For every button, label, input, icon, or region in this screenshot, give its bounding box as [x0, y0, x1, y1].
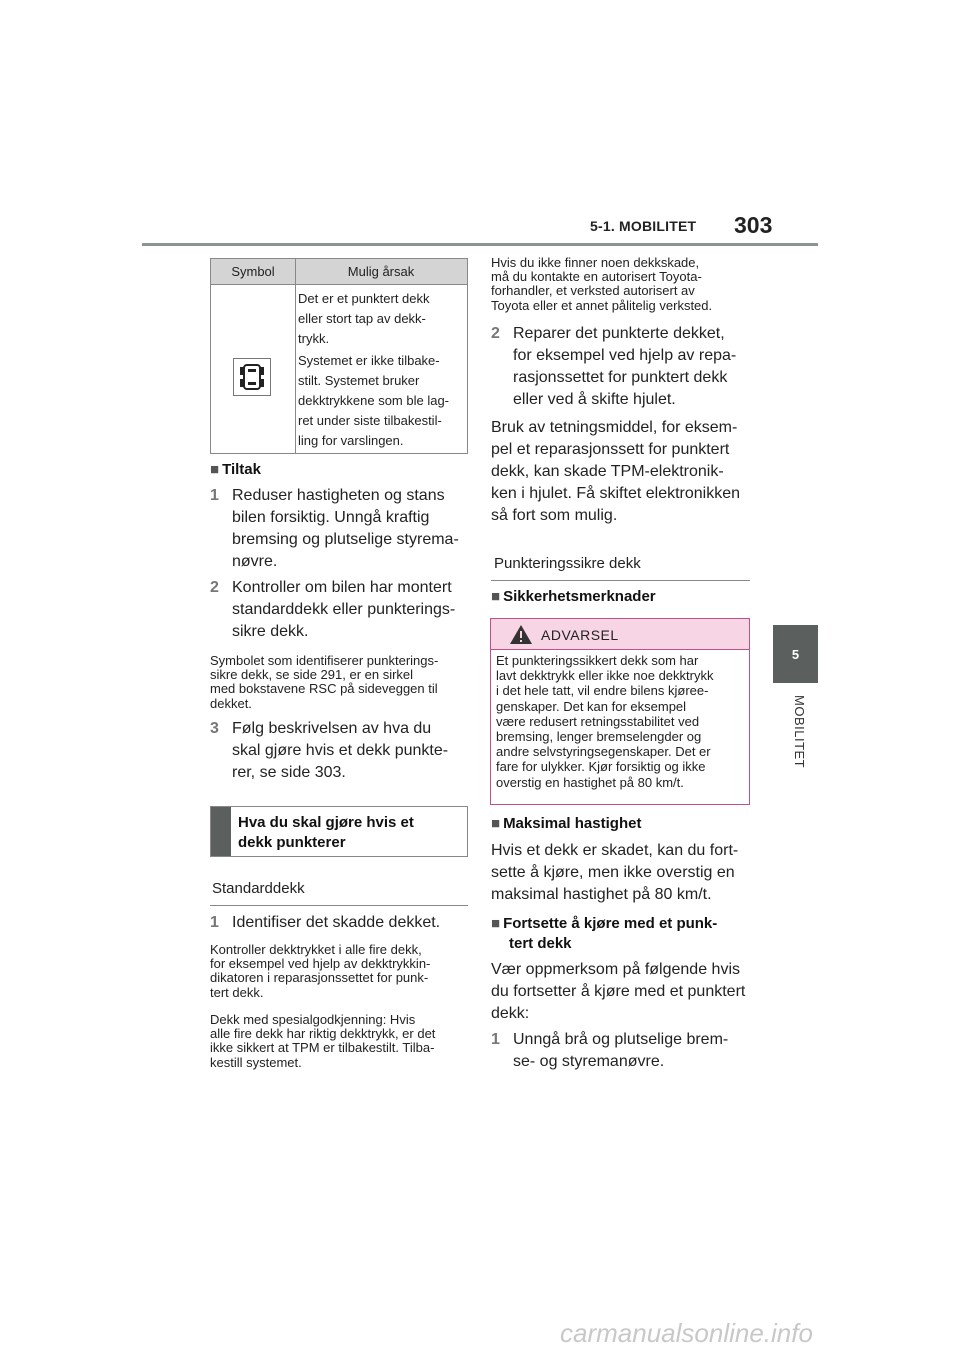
- step-reduce-speed: 1 Reduser hastigheten og stans bilen forsiktig. Unngå kraftig bremsing og plutselige styrema- nøvre.: [210, 487, 459, 570]
- cause-punctured: Det er et punktert dekk eller stort tap av dekk- trykk.: [298, 291, 430, 346]
- cause-not-reset: Systemet er ikke tilbake- stilt. Systemet bruker dekktrykkene som ble lag- ret under siste tilbakestil- ling for varslingen.: [298, 353, 450, 448]
- warning-divider: [491, 649, 749, 650]
- warning-label: ADVARSEL: [541, 627, 619, 643]
- warning-box: [490, 618, 750, 805]
- standard-tires-heading: Standarddekk: [212, 880, 305, 897]
- chapter-tab: [773, 625, 818, 683]
- symbol-table: [210, 258, 468, 454]
- note-no-damage: Hvis du ikke finner noen dekkskade, må du kontakte en autorisert Toyota- forhandler, et verksted autorisert av Toyota eller et annet pålitelig verksted.: [491, 255, 713, 313]
- square-bullet-icon: ■: [491, 815, 501, 832]
- page-number: 303: [734, 212, 773, 238]
- square-bullet-icon: ■: [491, 915, 501, 932]
- step-repair: 2 Reparer det punkterte dekket, for eksempel ved hjelp av repa- rasjonssettet for punktert dekk eller ved å skifte hjulet.: [491, 325, 737, 408]
- step-avoid-sudden: 1 Unngå brå og plutselige brem- se- og styremanøvre.: [491, 1031, 729, 1070]
- note-rsc-symbol: Symbolet som identifiserer punkterings- sikre dekk, se side 291, er en sirkel med bokstavene RSC på sideveggen til dekket.: [210, 653, 439, 711]
- runflat-heading: Punkteringssikre dekk: [494, 555, 641, 572]
- step-identify: 1 Identifiser det skadde dekket.: [210, 914, 441, 931]
- col-symbol-header: Symbol: [211, 259, 296, 284]
- col-cause-header: Mulig årsak: [347, 264, 415, 279]
- para-sealant: Bruk av tetningsmiddel, for eksem- pel et reparasjonssett for punktert dekk, kan skade TPM-elektronik- ken i hjulet. Få skiftet elektronikken så fort som mulig.: [491, 419, 741, 524]
- chapter-number: 5: [791, 646, 800, 662]
- subheading-rule: [210, 905, 468, 906]
- para-continue: Vær oppmerksom på følgende hvis du fortsetter å kjøre med et punktert dekk:: [491, 961, 746, 1022]
- continue-driving-heading: ■ Fortsette å kjøre med et punk- tert dekk: [491, 915, 718, 952]
- step-follow-description: 3 Følg beskrivelsen av hva du skal gjøre hvis et dekk punkte- rer, se side 303.: [210, 720, 449, 781]
- chapter-label: MOBILITET: [792, 695, 807, 769]
- warning-triangle-icon: [509, 624, 533, 645]
- warning-text: Et punkteringssikkert dekk som har lavt dekktrykk eller ikke noe dekktrykk i det hele tatt, vil endre bilens kjøree- genskaper. Det kan for eksempel være redusert retningsstabilitet ved bremsing, lenger bremselengder og andre selvstyringsegenskaper. Det er fare for ulykker. Kjør forsiktig og ikke overstig en hastighet på 80 km/t.: [496, 653, 714, 790]
- step-check-tires: 2 Kontroller om bilen har montert standarddekk eller punkterings- sikre dekk.: [210, 579, 456, 640]
- square-bullet-icon: ■: [491, 588, 501, 605]
- subheading-rule: [491, 580, 750, 581]
- column-divider: [295, 284, 296, 454]
- square-bullet-icon: ■: [210, 461, 220, 478]
- header-rule: [142, 243, 818, 246]
- note-check-pressure: Kontroller dekktrykket i alle fire dekk, for eksempel ved hjelp av dekktrykkin- dikatoren i reparasjonssettet for punk- tert dekk.: [210, 942, 431, 1000]
- para-max-speed: Hvis et dekk er skadet, kan du fort- sette å kjøre, men ikke overstig en maksimal hastighet på 80 km/t.: [491, 842, 739, 903]
- section-heading-box: Hva du skal gjøre hvis et dekk punkterer: [210, 806, 468, 857]
- safety-heading: ■ Sikkerhetsmerknader: [491, 588, 656, 605]
- section-title: 5-1. MOBILITET: [590, 218, 697, 234]
- max-speed-heading: ■ Maksimal hastighet: [491, 815, 642, 832]
- tire-pressure-warning-icon: [233, 358, 271, 396]
- table-header: [211, 259, 467, 285]
- heading-bar: [211, 807, 231, 856]
- watermark: carmanualsonline.info: [560, 1318, 813, 1348]
- note-special-approval: Dekk med spesialgodkjenning: Hvis alle fire dekk har riktig dekktrykk, er det ikke sikkert at TPM er tilbakestilt. Tilba- kestill systemet.: [210, 1012, 436, 1070]
- tiltak-heading: ■ Tiltak: [210, 461, 261, 478]
